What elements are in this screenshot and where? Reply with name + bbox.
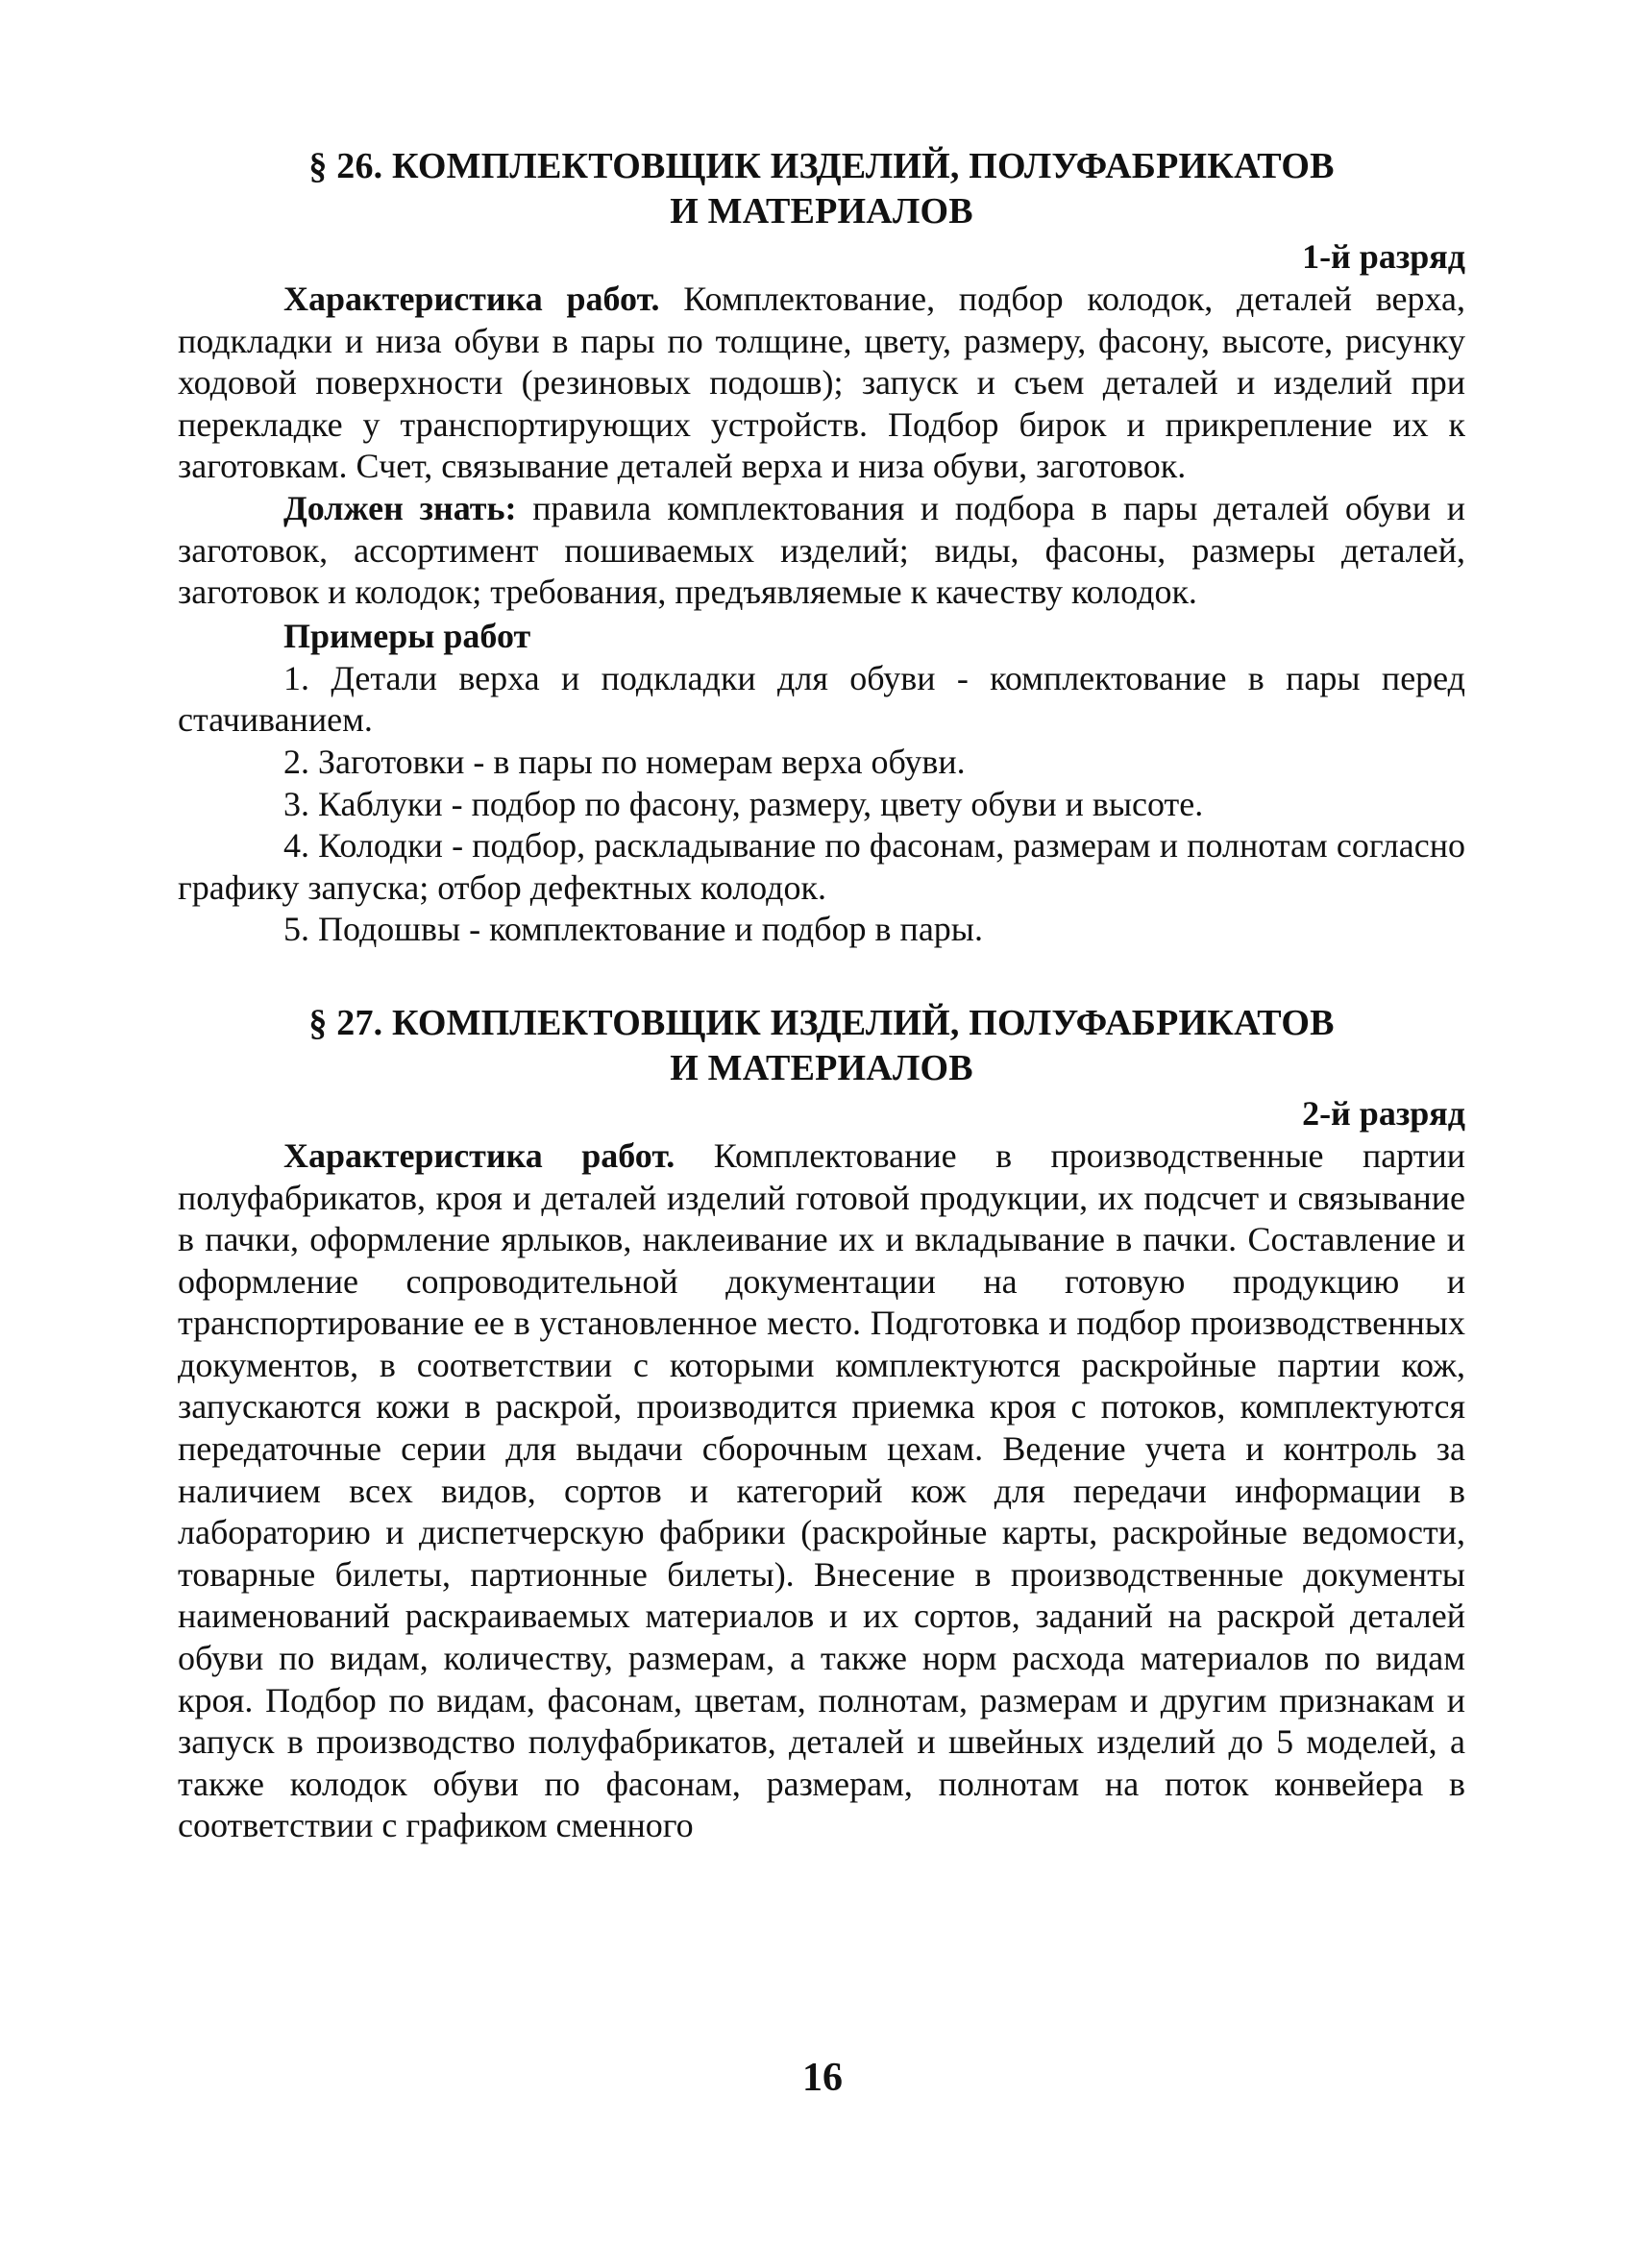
characteristic-text: Комплектование, подбор колодок, деталей верха, подкладки и низа обуви в пары по толщине, цвету, размеру, фасону, высоте, рисунку ходовой поверхности (резиновых подошв); запуск и съем деталей и изделий при перекладке у транспортирующих устройств. Подбор бирок и прикрепление их к заготовкам. Счет, связывание деталей верха и низа обуви, заготовок. (178, 280, 1465, 486)
section-26-characteristic (178, 279, 1465, 488)
characteristic-text: Комплектование в производственные партии полуфабрикатов, кроя и деталей изделий готовой продукции, их подсчет и связывание в пачки, оформление ярлыков, наклеивание их и вкладывание в пачки. Составление и оформление сопроводительной документации на готовую продукцию и транспортирование ее в установленное место. Подготовка и подбор производственных документов, в соответствии с которыми комплектуются раскройные партии кож, запускаются кожи в раскрой, производится приемка кроя с потоков, комплектуются передаточные серии для выдачи сборочным цехам. Ведение учета и контроль за наличием всех видов, сортов и категорий кож для передачи информации в лабораторию и диспетчерскую фабрики (раскройные карты, раскройные ведомости, товарные билеты, партионные билеты). Внесение в производственные документы наименований раскраиваемых материалов и их сортов, заданий на раскрой деталей обуви по видам, количеству, размерам, а также норм расхода материалов по видам кроя. Подбор по видам, фасонам, цветам, полнотам, размерам и другим признакам и запуск в производство полуфабрикатов, деталей и швейных изделий до 5 моделей, а также колодок обуви по фасонам, размерам, полнотам на поток конвейера в соответствии с графиком сменного (178, 1135, 1465, 1845)
section-26-knowledge (178, 488, 1465, 614)
example-item: 2. Заготовки - в пары по номерам верха обуви. (283, 742, 966, 781)
characteristic-label: Характеристика работ. (283, 280, 660, 318)
knowledge-label: Должен знать: (283, 488, 517, 527)
section-27-title-line2: И МАТЕРИАЛОВ (670, 1047, 973, 1088)
section-26-title (178, 144, 1465, 234)
section-26-title-line2: И МАТЕРИАЛОВ (670, 191, 973, 232)
example-item: 4. Колодки - подбор, раскладывание по фасонам, размерам и полнотам согласно графику запуска; отбор дефектных колодок. (178, 826, 1465, 907)
examples-title: Примеры работ (283, 616, 531, 655)
section-26-title-line1: § 26. КОМПЛЕКТОВЩИК ИЗДЕЛИЙ, ПОЛУФАБРИКАТОВ (308, 146, 1335, 186)
section-27-title (178, 1001, 1465, 1091)
example-item: 5. Подошвы - комплектование и подбор в пары. (283, 910, 983, 949)
section-27-title-line1: § 27. КОМПЛЕКТОВЩИК ИЗДЕЛИЙ, ПОЛУФАБРИКАТОВ (308, 1002, 1335, 1043)
example-item: 3. Каблуки - подбор по фасону, размеру, цвету обуви и высоте. (283, 784, 1204, 823)
section-26 (178, 144, 1465, 951)
section-27-grade: 2-й разряд (1302, 1093, 1465, 1133)
section-27-characteristic (178, 1135, 1465, 1847)
page-number: 16 (802, 2056, 843, 2100)
section-26-grade: 1-й разряд (1302, 237, 1465, 276)
document-page (178, 144, 1465, 1847)
section-27 (178, 1001, 1465, 1847)
knowledge-text: правила комплектования и подбора в пары деталей обуви и заготовок, ассортимент пошиваемых изделий; виды, фасоны, размеры деталей, заготовок и колодок; требования, предъявляемые к качеству колодок. (178, 488, 1466, 612)
example-item: 1. Детали верха и подкладки для обуви - комплектование в пары перед стачиванием. (178, 658, 1465, 740)
characteristic-label: Характеристика работ. (283, 1135, 675, 1175)
